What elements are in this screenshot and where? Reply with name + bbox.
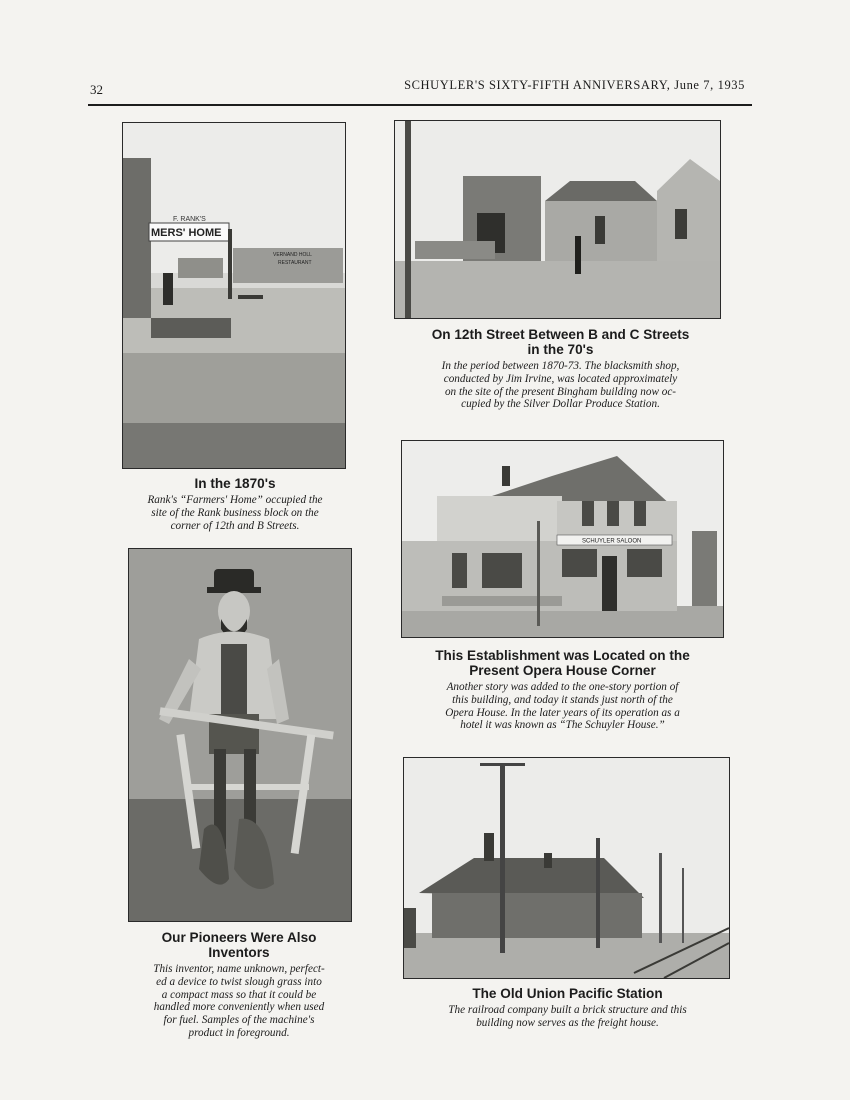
12th-street-image <box>395 121 720 318</box>
photo-union-pacific-station <box>403 757 730 979</box>
sign-farmers-home-1: F. RANK'S <box>173 216 206 223</box>
photo-inventor <box>128 548 352 922</box>
sign-farmers-home-2: MERS' HOME <box>151 227 222 239</box>
sign-schuyler-saloon: SCHUYLER SALOON <box>582 538 642 545</box>
caption-text: This inventor, name unknown, perfect- ed a device to twist slough grass into a compact mass so that it could be handled more conveniently when used for fuel. Samples of the machine's product in foreground. <box>153 963 325 1039</box>
caption-title: The Old Union Pacific Station <box>472 986 663 1001</box>
caption-title: Our Pioneers Were Also Inventors <box>161 930 317 960</box>
photo-12th-street <box>394 120 721 319</box>
running-header: SCHUYLER'S SIXTY-FIFTH ANNIVERSARY, June 7, 1935 <box>404 78 745 92</box>
caption-text: The railroad company built a brick structure and this building now serves as the freight house. <box>448 1004 687 1029</box>
caption-title: This Establishment was Located on the Present Opera House Corner <box>435 648 690 678</box>
union-pacific-station-image <box>404 758 729 978</box>
sign-restaurant-1: VERNAND HOLL <box>273 252 312 258</box>
inventor-image <box>129 549 351 921</box>
page-number: 32 <box>90 82 103 97</box>
caption-text: Rank's “Farmers' Home” occupied the site of the Rank business block on the corner of 12th and B Streets. <box>147 494 323 532</box>
sign-restaurant-2: RESTAURANT <box>278 260 312 266</box>
photo-schuyler-saloon <box>401 440 724 638</box>
caption-text: In the period between 1870-73. The blacksmith shop, conducted by Jim Irvine, was located approximately on the site of the present Bingham building now oc- cupied by the Silver Dollar Produce Station. <box>441 360 680 411</box>
caption-text: Another story was added to the one-story portion of this building, and today it stands just north of the Opera House. In the later years of its operation as a hotel it was known as “The Schuyler House.” <box>445 681 680 732</box>
caption-title: In the 1870's <box>194 476 276 491</box>
farmers-home-image <box>123 123 345 468</box>
caption-title: On 12th Street Between B and C Streets in the 70's <box>431 327 690 357</box>
header-rule <box>88 104 752 106</box>
schuyler-saloon-image <box>402 441 723 637</box>
photo-farmers-home <box>122 122 346 469</box>
